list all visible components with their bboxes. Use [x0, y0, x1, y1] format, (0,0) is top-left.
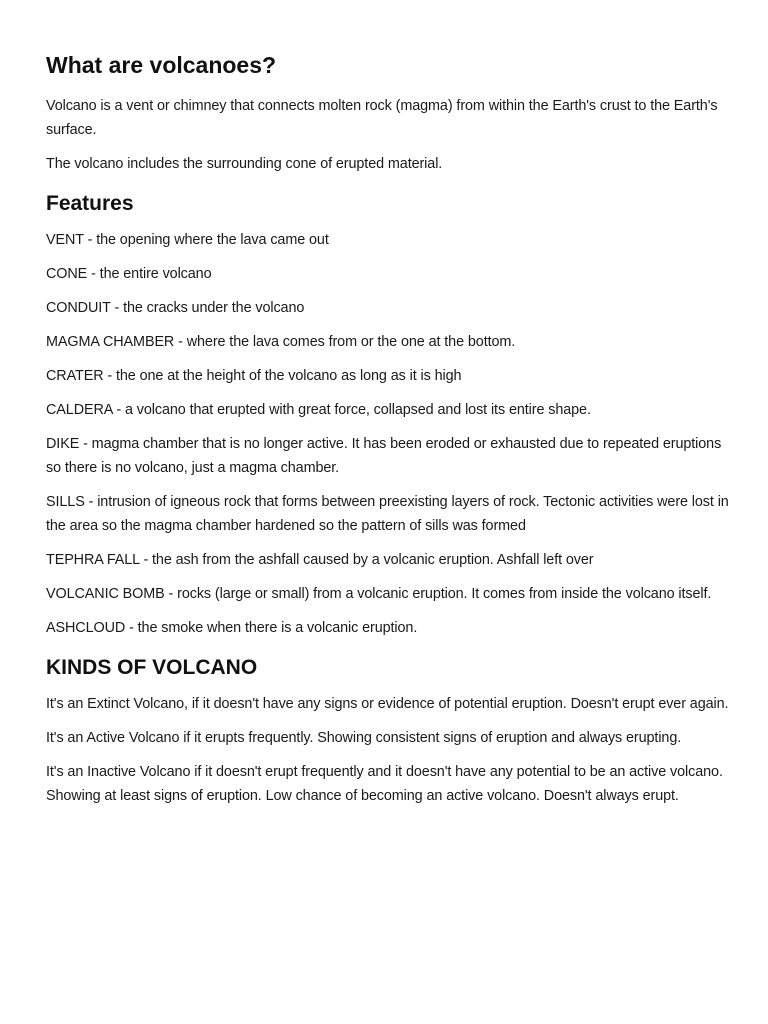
features-heading: Features — [46, 192, 134, 215]
feature-item-vent: VENT - the opening where the lava came out — [46, 232, 329, 248]
page-title: What are volcanoes? — [46, 52, 277, 78]
kind-extinct-paragraph: It's an Extinct Volcano, if it doesn't have any signs or evidence of potential eruption. Doesn't erupt ever again. — [46, 696, 729, 712]
feature-item-sills: SILLS - intrusion of igneous rock that forms between preexisting layers of rock. Tectonic activities were lost in the area so the magma chamber hardened so the pattern of sills was formed — [46, 494, 729, 534]
feature-item-conduit: CONDUIT - the cracks under the volcano — [46, 300, 305, 316]
intro-paragraph: The volcano includes the surrounding cone of erupted material. — [46, 156, 443, 172]
kind-active-paragraph: It's an Active Volcano if it erupts frequently. Showing consistent signs of eruption and always erupting. — [46, 730, 682, 746]
document-page — [46, 48, 736, 818]
feature-item-volcanic-bomb: VOLCANIC BOMB - rocks (large or small) from a volcanic eruption. It comes from inside the volcano itself. — [46, 586, 712, 602]
kind-inactive-paragraph: It's an Inactive Volcano if it doesn't erupt frequently and it doesn't have any potential to be an active volcano. Showing at least signs of eruption. Low chance of becoming an active volcano. Doesn't always erupt. — [46, 764, 723, 804]
intro-paragraph: Volcano is a vent or chimney that connects molten rock (magma) from within the Earth's crust to the Earth's surface. — [46, 98, 718, 138]
feature-item-tephra-fall: TEPHRA FALL - the ash from the ashfall caused by a volcanic eruption. Ashfall left over — [46, 552, 594, 568]
feature-item-crater: CRATER - the one at the height of the volcano as long as it is high — [46, 368, 462, 384]
feature-item-ashcloud: ASHCLOUD - the smoke when there is a volcanic eruption. — [46, 620, 418, 636]
kinds-section — [46, 652, 736, 808]
feature-item-dike: DIKE - magma chamber that is no longer active. It has been eroded or exhausted due to repeated eruptions so there is no volcano, just a magma chamber. — [46, 436, 722, 476]
feature-item-cone: CONE - the entire volcano — [46, 266, 212, 282]
feature-item-magma-chamber: MAGMA CHAMBER - where the lava comes from or the one at the bottom. — [46, 334, 516, 350]
feature-item-caldera: CALDERA - a volcano that erupted with great force, collapsed and lost its entire shape. — [46, 402, 591, 418]
kinds-heading: KINDS OF VOLCANO — [46, 656, 258, 679]
